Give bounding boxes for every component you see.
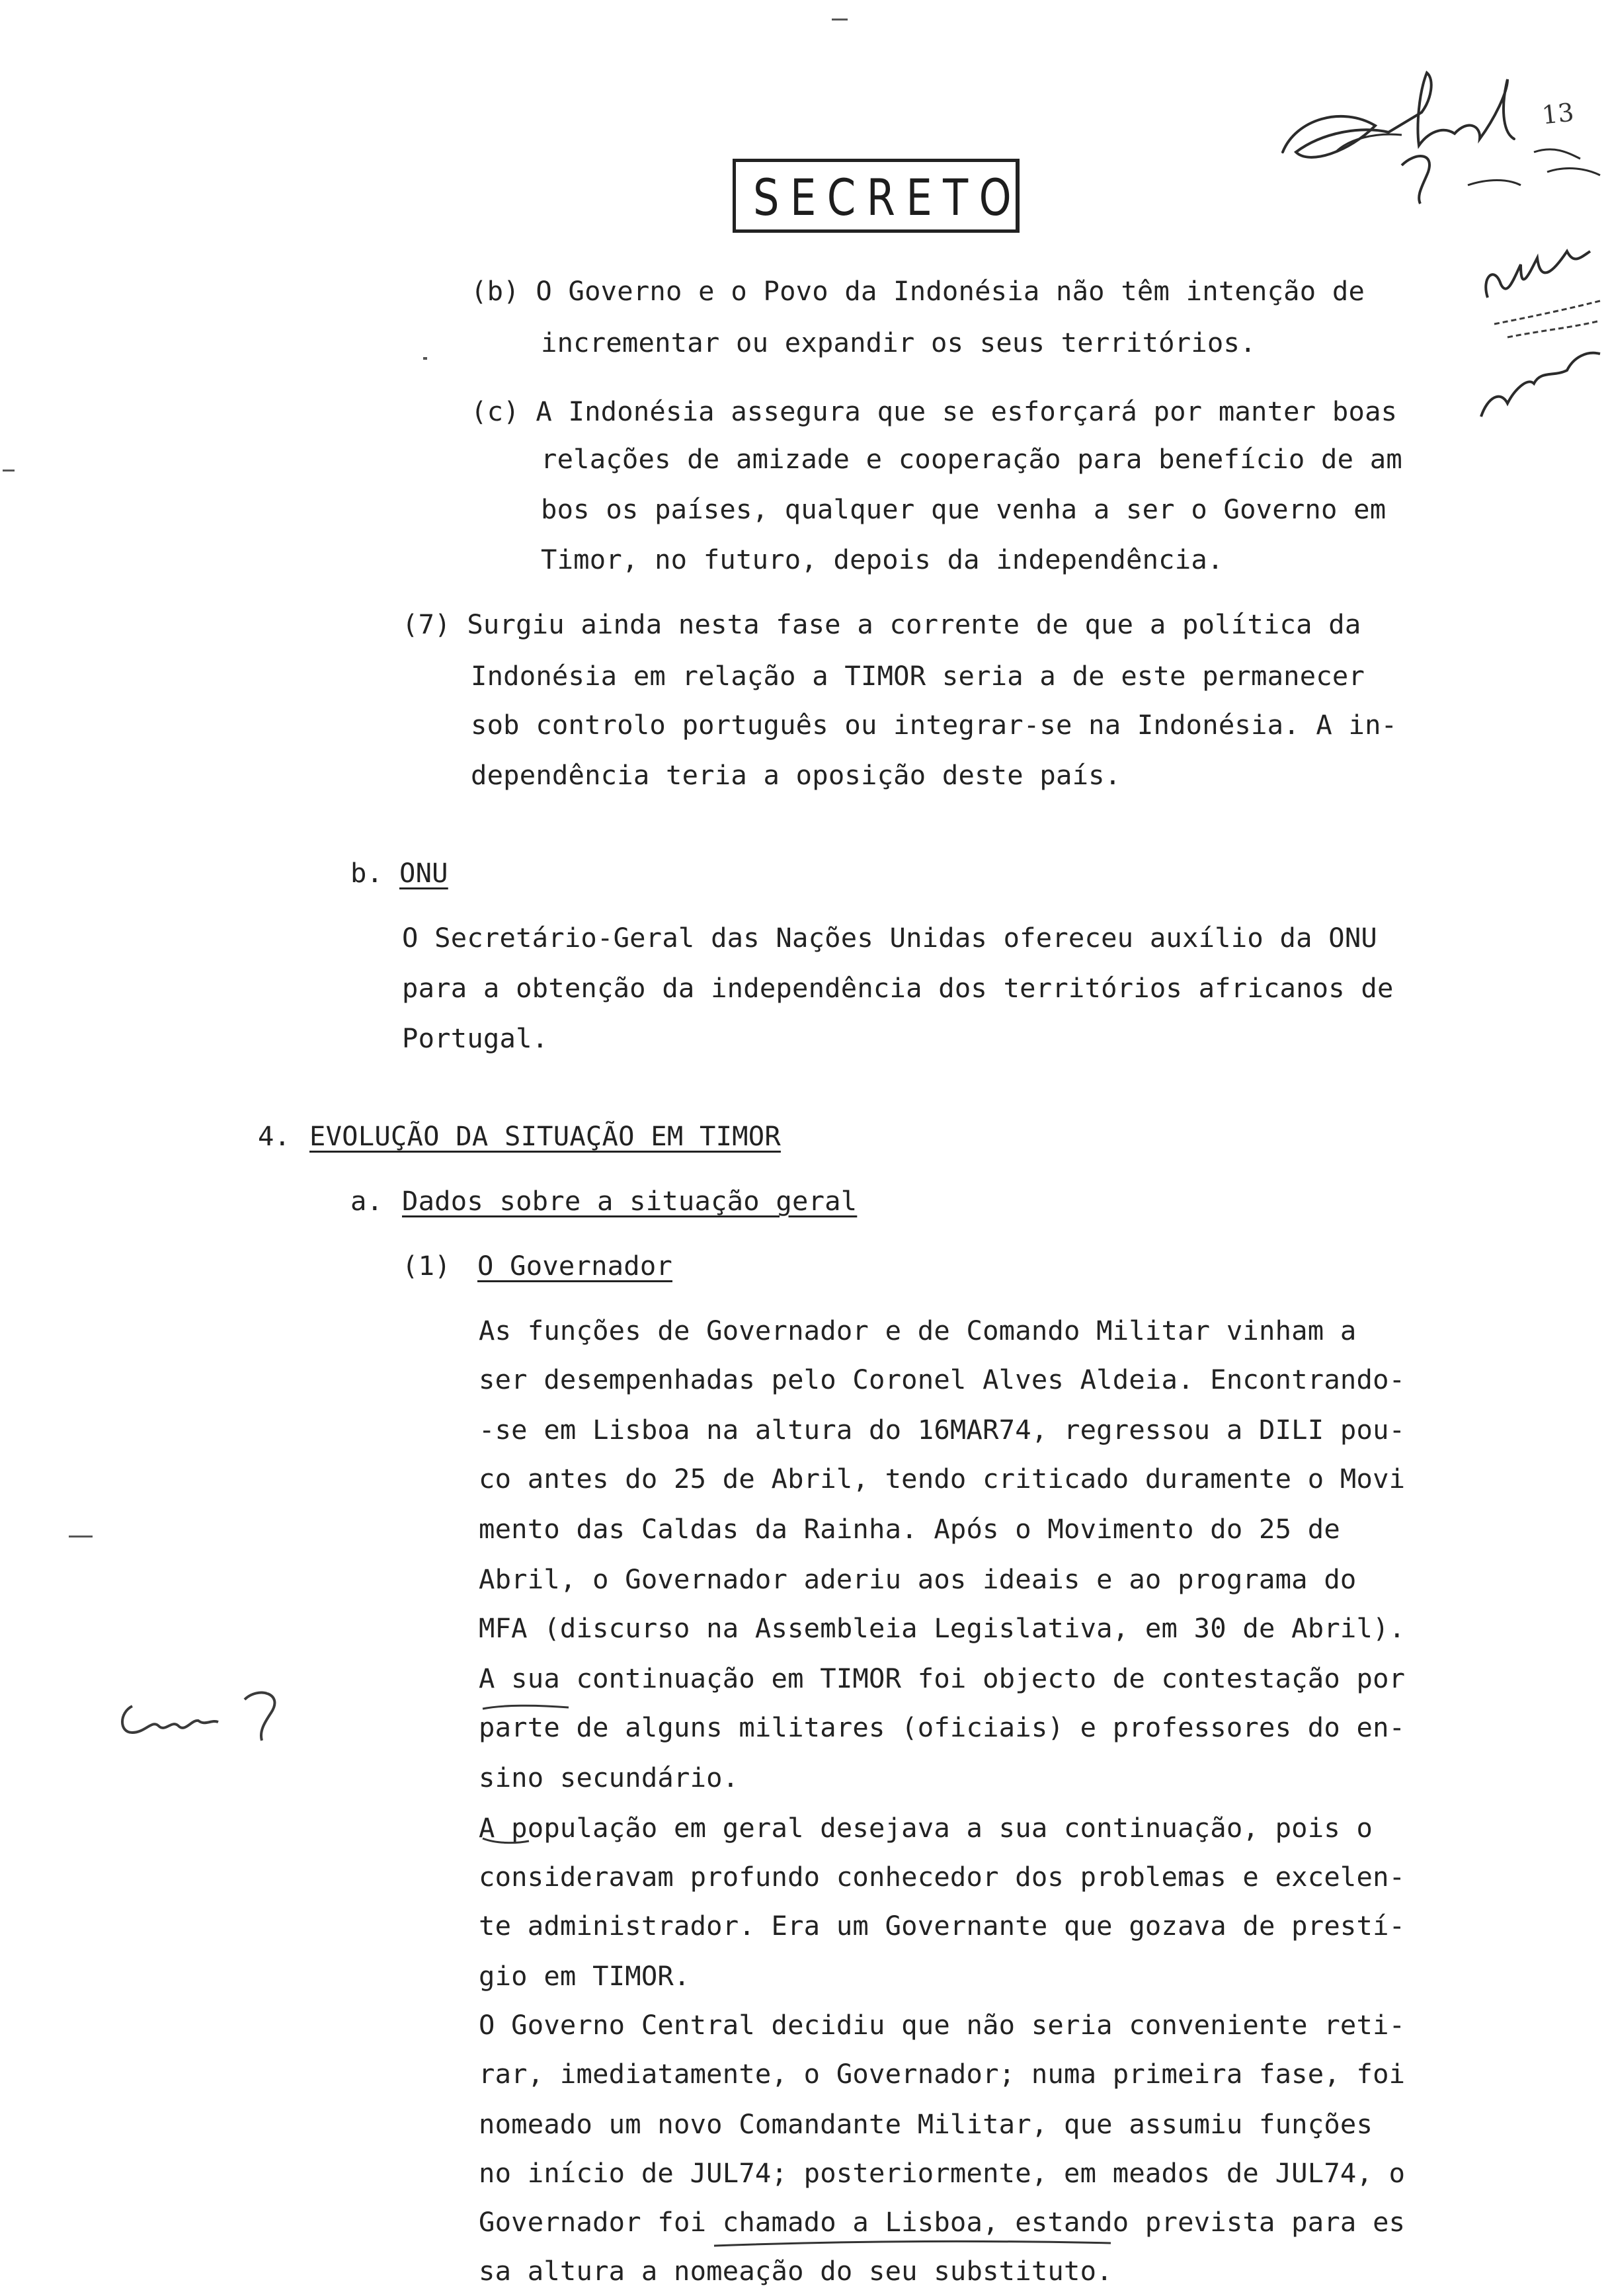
margin-dash [832,19,848,20]
item-c-line-2: relações de amizade e cooperação para benefício de am [541,443,1402,475]
paragraph-2-line: gio em TIMOR. [479,1960,690,1992]
subsection-a-marker: a. [350,1185,383,1217]
item-c-line-3: bos os países, qualquer que venha a ser o Governo em [541,493,1387,525]
section-4-title: EVOLUÇÃO DA SITUAÇÃO EM TIMOR [309,1120,781,1152]
item-1-title: O Governador [477,1250,672,1282]
classification-stamp [733,159,1023,233]
margin-dash [423,357,427,360]
paragraph-1-line: As funções de Governador e de Comando Militar vinham a [479,1315,1357,1346]
paragraph-1-line: MFA (discurso na Assembleia Legislativa, em 30 de Abril). [479,1612,1406,1644]
handwritten-signature [1269,53,1608,225]
margin-dash [69,1536,93,1538]
margin-handwriting-right [1474,238,1607,436]
paragraph-1-line: co antes do 25 de Abril, tendo criticado duramente o Movi [479,1463,1406,1495]
item-7-line-1: (7) Surgiu ainda nesta fase a corrente de que a política da [402,608,1361,640]
paragraph-1-line: Abril, o Governador aderiu aos ideais e ao programa do [479,1563,1357,1595]
pen-underline-marks [463,1700,1521,2295]
classification-label: SECRETO [753,168,1023,227]
section-b-line-2: para a obtenção da independência dos territórios africanos de [402,972,1394,1004]
paragraph-1-line: -se em Lisboa na altura do 16MAR74, regressou a DILI pou- [479,1414,1406,1446]
section-b-line-3: Portugal. [402,1022,549,1054]
paragraph-3-line: O Governo Central decidiu que não seria conveniente reti- [479,2009,1406,2041]
paragraph-3-line: Governador foi chamado a Lisboa, estando prevista para es [479,2206,1406,2238]
paragraph-1-line: A sua continuação em TIMOR foi objecto de contestação por [479,1662,1406,1694]
margin-question-mark: ? [264,1680,272,1696]
subsection-a-title: Dados sobre a situação geral [402,1185,858,1217]
item-b-line-1: (b) O Governo e o Povo da Indonésia não têm intenção de [471,275,1365,307]
item-7-line-3: sob controlo português ou integrar-se na Indonésia. A in- [471,709,1398,741]
item-c-line-1: (c) A Indonésia assegura que se esforçará por manter boas [471,395,1398,427]
item-1-marker: (1) [402,1250,451,1282]
section-b-marker: b. [350,857,383,889]
paragraph-1-line: ser desempenhadas pelo Coronel Alves Aldeia. Encontrando- [479,1364,1406,1395]
paragraph-1-line: parte de alguns militares (oficiais) e professores do en- [479,1711,1406,1743]
paragraph-1-line: sino secundário. [479,1762,739,1793]
paragraph-2-line: consideravam profundo conhecedor dos problemas e excelen- [479,1861,1406,1893]
item-7-line-2: Indonésia em relação a TIMOR seria a de este permanecer [471,660,1365,692]
paragraph-3-line: nomeado um novo Comandante Militar, que assumiu funções [479,2108,1373,2140]
paragraph-3-line: no início de JUL74; posteriormente, em meados de JUL74, o [479,2157,1406,2189]
paragraph-1-line: mento das Caldas da Rainha. Após o Movimento do 25 de [479,1513,1340,1545]
paragraph-3-line: rar, imediatamente, o Governador; numa primeira fase, foi [479,2058,1406,2090]
item-7-line-4: dependência teria a oposição deste país. [471,759,1121,791]
section-b-line-1: O Secretário-Geral das Nações Unidas ofereceu auxílio da ONU [402,922,1377,954]
paragraph-2-line: A população em geral desejava a sua continuação, pois o [479,1812,1373,1844]
section-4-marker: 4. [258,1120,291,1152]
margin-dash [3,470,15,472]
section-b-title: ONU [399,857,448,889]
item-c-line-4: Timor, no futuro, depois da independência. [541,544,1224,575]
paragraph-2-line: te administrador. Era um Governante que gozava de prestí- [479,1910,1406,1942]
item-b-line-2: incrementar ou expandir os seus territórios. [541,327,1256,358]
handwritten-page-number: 13 [1540,97,1576,130]
paragraph-3-line: sa altura a nomeação do seu substituto. [479,2255,1113,2287]
margin-handwriting-left [106,1680,304,1752]
